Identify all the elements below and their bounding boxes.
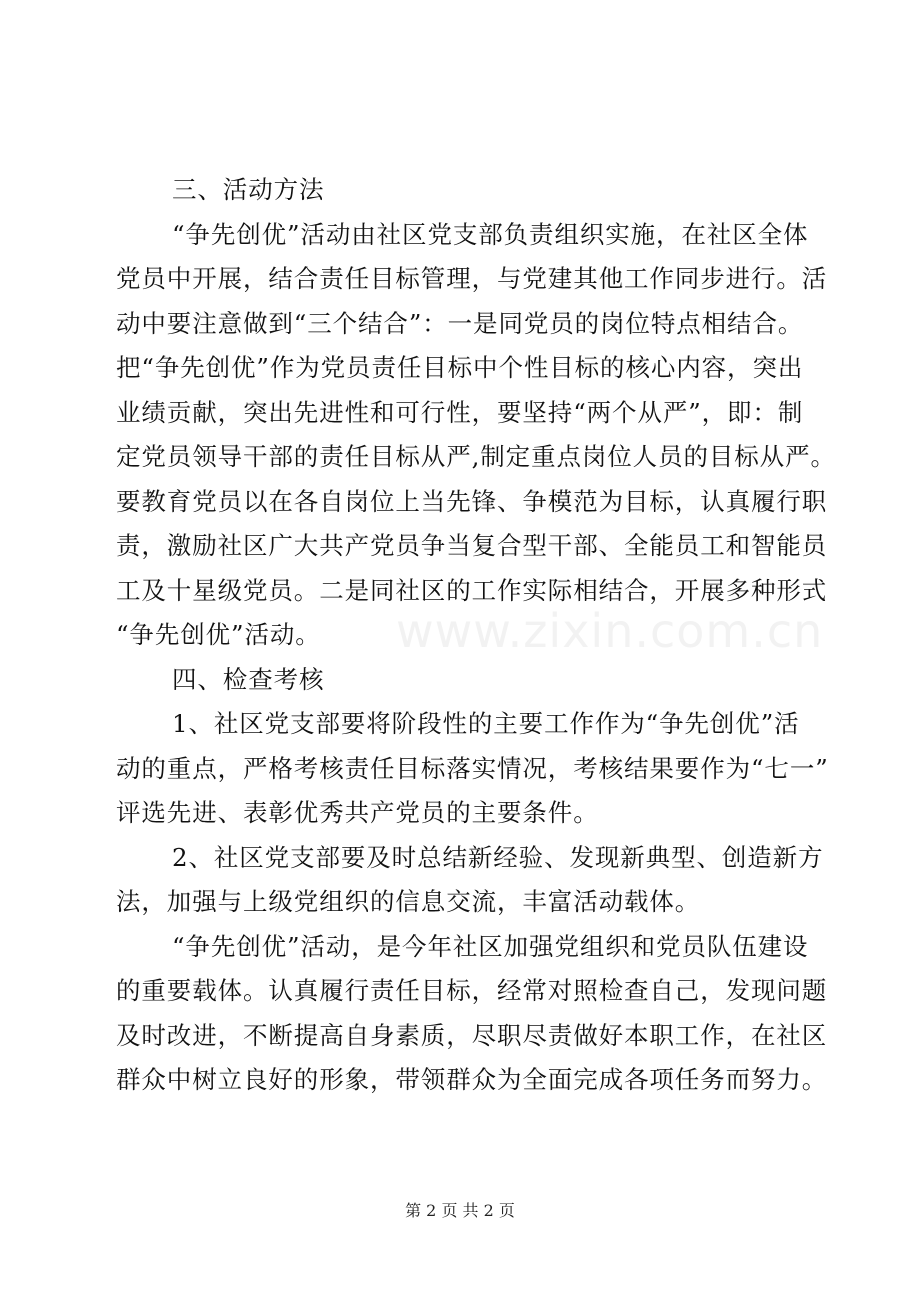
text-line: 群众中树立良好的形象，带领群众为全面完成各项任务而努力。	[116, 1065, 828, 1094]
page-footer: 第 2 页 共 2 页	[405, 1201, 515, 1220]
text-line: “争先创优”活动。	[116, 620, 321, 649]
text-line: 要教育党员以在各自岗位上当先锋、争模范为目标，认真履行职	[116, 486, 828, 516]
text-line: 的重要载体。认真履行责任目标，经常对照检查自己，发现问题	[116, 976, 828, 1005]
text-line: 动中要注意做到“三个结合”：一是同党员的岗位特点相结合。	[116, 308, 804, 338]
text-line: “争先创优”活动由社区党支部负责组织实施，在社区全体	[172, 219, 809, 249]
text-line: “争先创优”活动，是今年社区加强党组织和党员队伍建设	[172, 931, 809, 961]
text-line: 1、社区党支部要将阶段性的主要工作作为“争先创优”活	[172, 709, 800, 738]
text-line: 党员中开展，结合责任目标管理，与党建其他工作同步进行。活	[116, 264, 828, 293]
text-line: 定党员领导干部的责任目标从严,制定重点岗位人员的目标从严。	[116, 442, 836, 471]
text-line: 业绩贡献，突出先进性和可行性，要坚持“两个从严”，即：制	[116, 397, 804, 427]
text-line: 责，激励社区广大共产党员争当复合型干部、全能员工和智能员	[116, 531, 828, 560]
text-line: 工及十星级党员。二是同社区的工作实际相结合，开展多种形式	[116, 575, 828, 605]
text-line: 评选先进、表彰优秀共产党员的主要条件。	[116, 798, 599, 827]
text-line: 2、社区党支部要及时总结新经验、发现新典型、创造新方	[172, 842, 824, 872]
text-line: 动的重点，严格考核责任目标落实情况，考核结果要作为“七一”	[116, 753, 829, 783]
text-line: 及时改进，不断提高自身素质，尽职尽责做好本职工作，在社区	[116, 1020, 828, 1050]
text-line: 四、检查考核	[172, 664, 325, 694]
text-line: 三、活动方法	[172, 175, 325, 204]
text-line: 法，加强与上级党组织的信息交流，丰富活动载体。	[116, 887, 701, 916]
text-line: 把“争先创优”作为党员责任目标中个性目标的核心内容，突出	[116, 353, 804, 382]
watermark: www.zixin.com.cn	[396, 604, 824, 658]
document-body	[116, 168, 836, 1103]
